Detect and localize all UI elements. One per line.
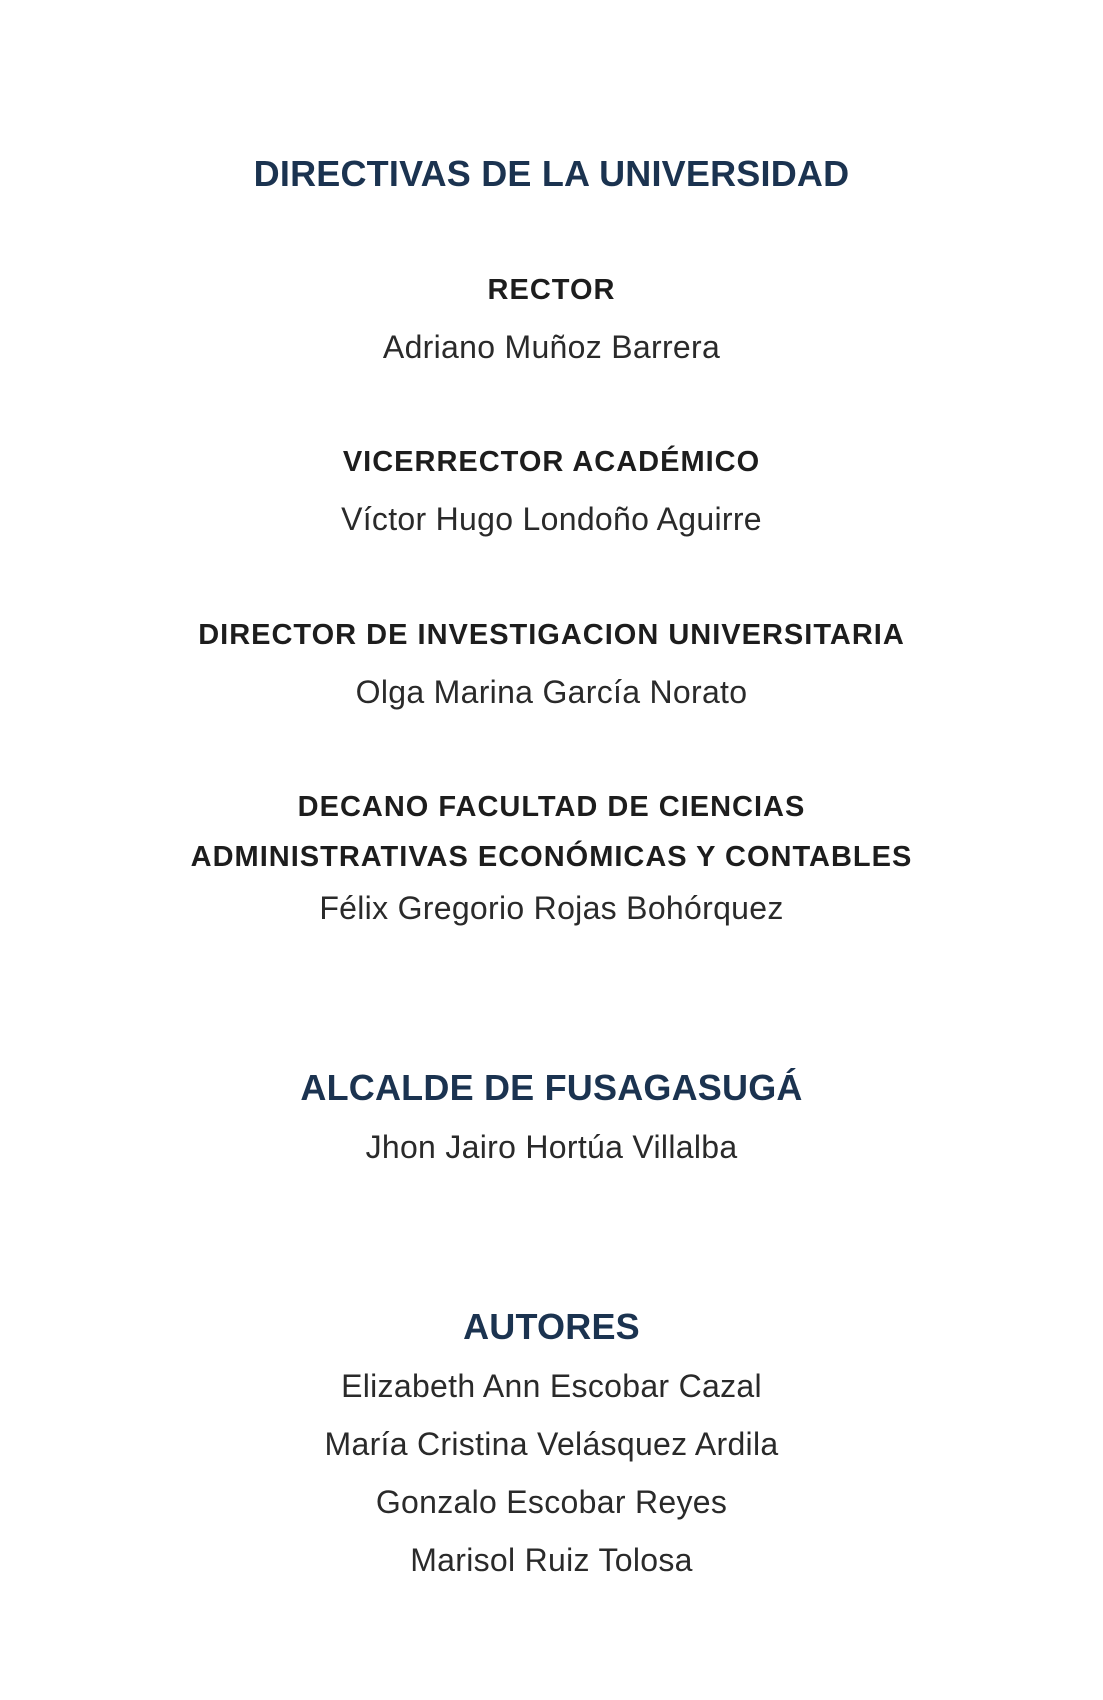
director-name: Olga Marina García Norato <box>355 674 748 710</box>
autor-name: Marisol Ruiz Tolosa <box>410 1542 693 1578</box>
rector-name: Adriano Muñoz Barrera <box>382 329 721 365</box>
decano-name: Félix Gregorio Rojas Bohórquez <box>319 890 784 926</box>
decano-role-line-2: ADMINISTRATIVAS ECONÓMICAS Y CONTABLES <box>190 841 913 873</box>
alcalde-name: Jhon Jairo Hortúa Villalba <box>365 1129 738 1165</box>
autor-name: María Cristina Velásquez Ardila <box>324 1426 779 1462</box>
autores-title: AUTORES <box>463 1306 640 1347</box>
decano-role-line-1: DECANO FACULTAD DE CIENCIAS <box>297 791 806 823</box>
directivas-title: DIRECTIVAS DE LA UNIVERSIDAD <box>253 153 850 194</box>
rector-role: RECTOR <box>487 274 616 306</box>
director-role: DIRECTOR DE INVESTIGACION UNIVERSITARIA <box>198 619 905 651</box>
autor-name: Elizabeth Ann Escobar Cazal <box>341 1368 762 1404</box>
vicerrector-role: VICERRECTOR ACADÉMICO <box>342 446 761 478</box>
vicerrector-name: Víctor Hugo Londoño Aguirre <box>341 501 762 537</box>
autor-name: Gonzalo Escobar Reyes <box>375 1484 728 1520</box>
alcalde-title: ALCALDE DE FUSAGASUGÁ <box>300 1067 803 1108</box>
